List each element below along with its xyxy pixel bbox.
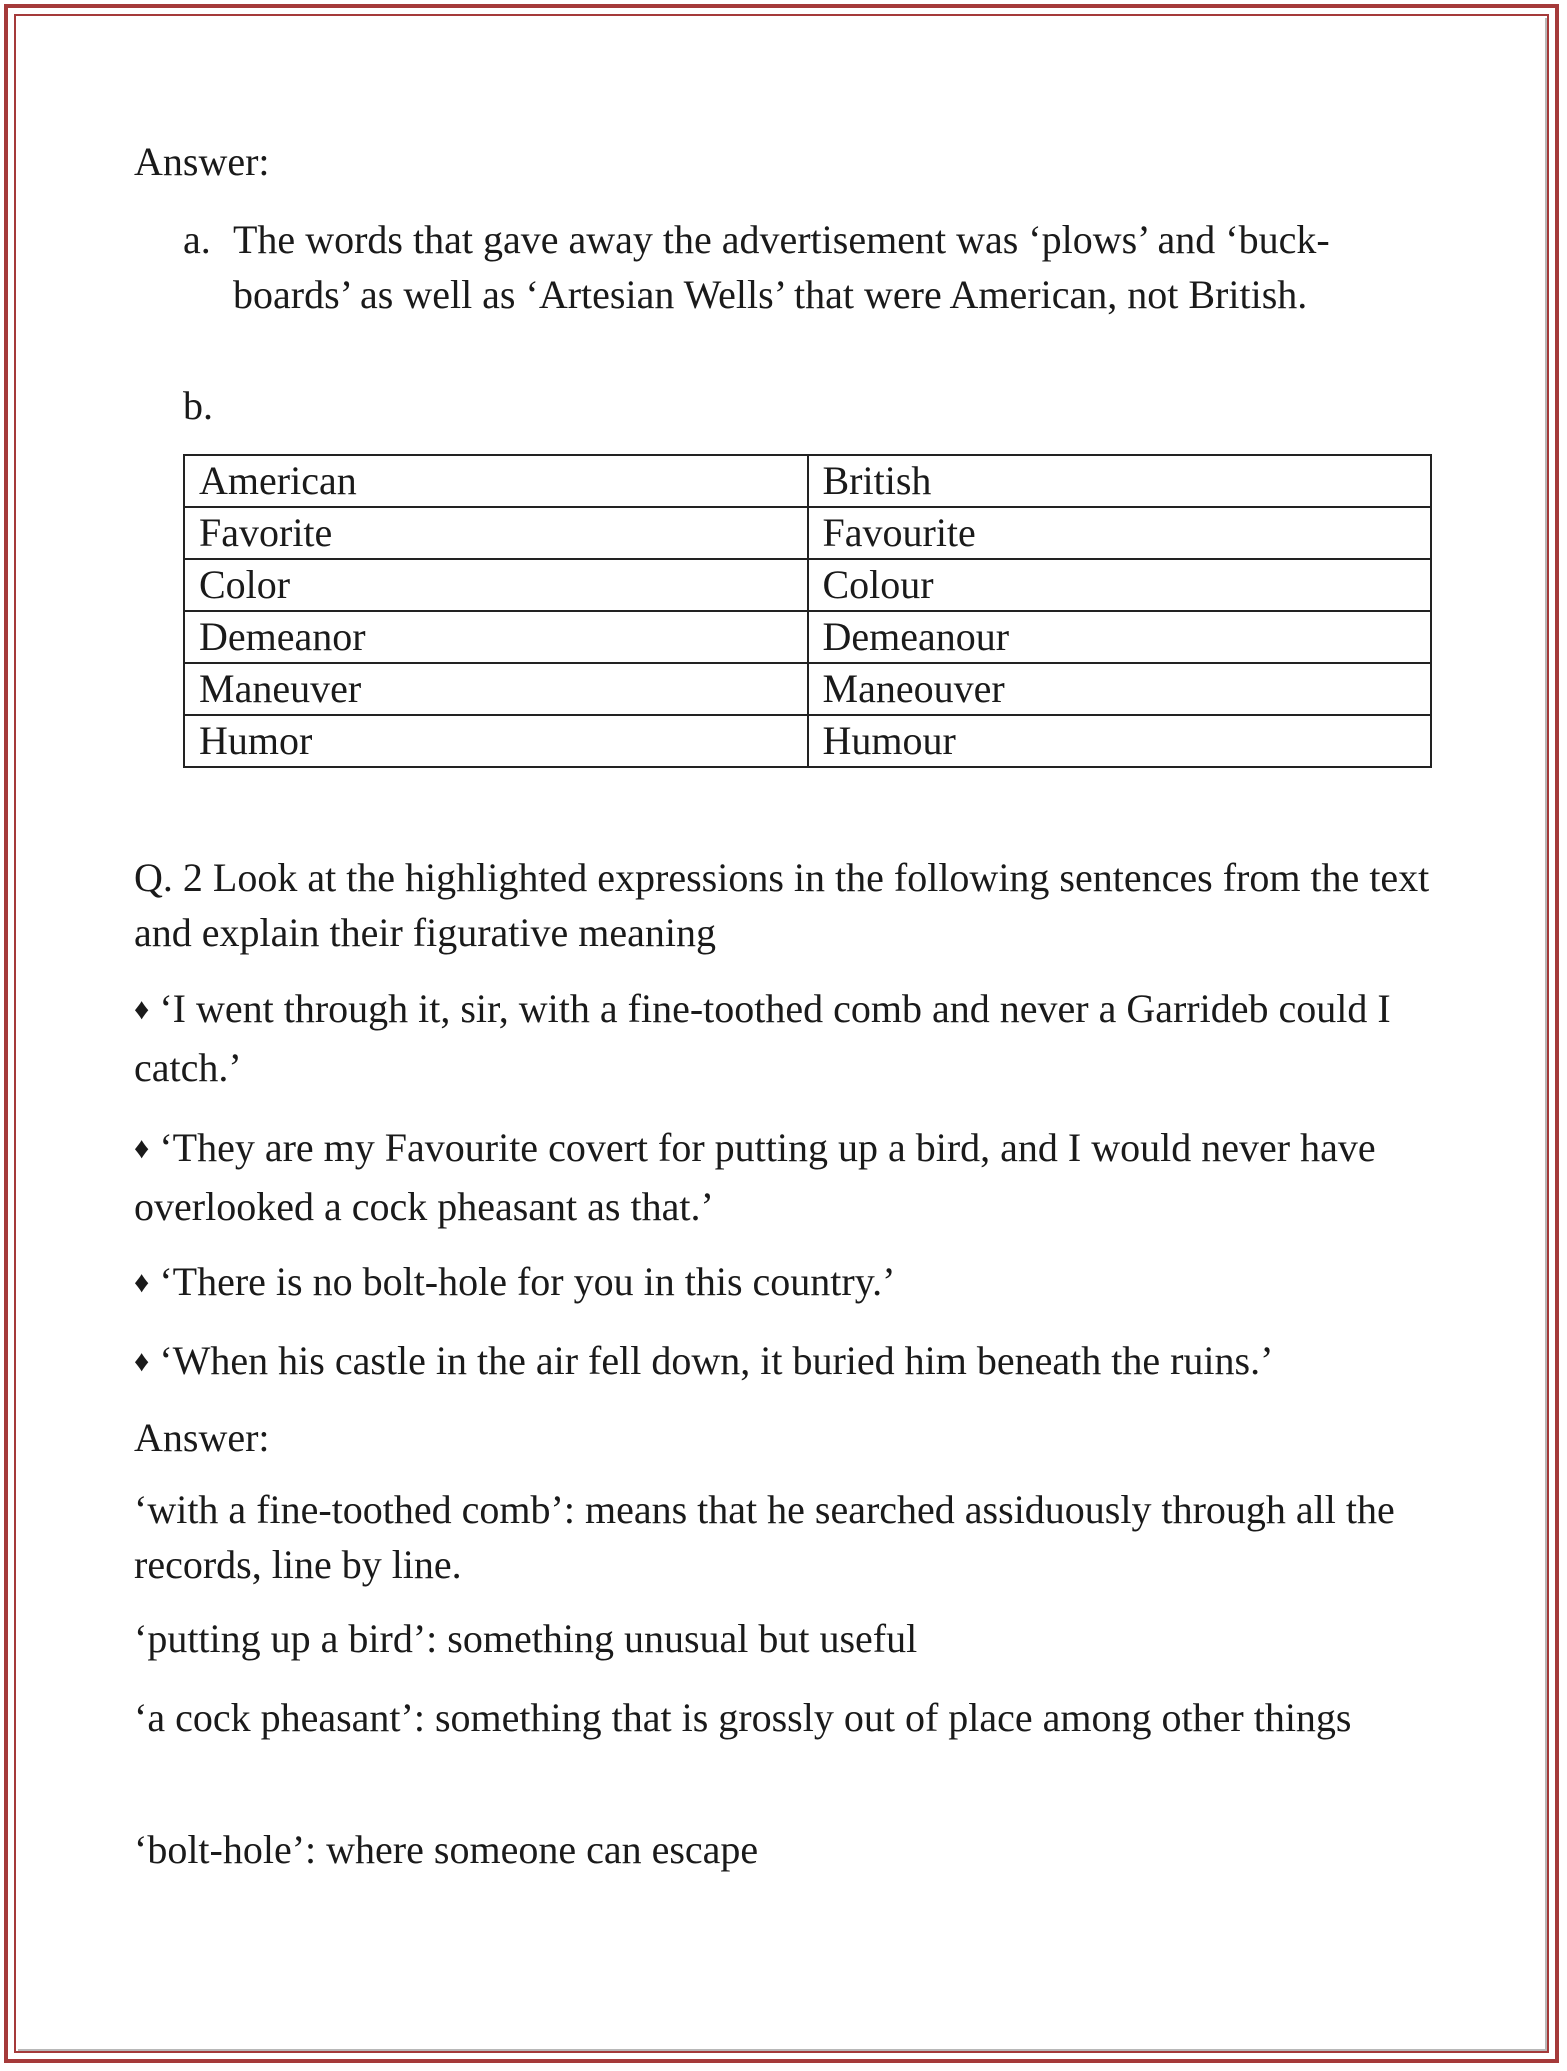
- table-cell-american: Favorite: [184, 507, 808, 559]
- question-2: Q. 2 Look at the highlighted expressions in the following sentences from the text and explain their figurative meaning: [134, 855, 1430, 955]
- part-a-text: The words that gave away the advertisement was ‘plows’ and ‘buck-boards’ as well as ‘Artesian Wells’ that were American, not British.: [233, 217, 1330, 317]
- table-cell-american: Humor: [184, 715, 808, 767]
- part-b-marker: b.: [183, 383, 213, 428]
- quote-bullet-1: [134, 981, 1434, 1095]
- table-row: [184, 559, 1431, 611]
- table-cell-british: Maneouver: [808, 663, 1432, 715]
- table-cell-british: British: [808, 455, 1432, 507]
- quote-text: ‘They are my Favourite covert for putting up a bird, and I would never have overlooked a cock pheasant as that.’: [134, 1125, 1376, 1229]
- answer-1-label: Answer:: [134, 139, 270, 184]
- table-cell-british: Demeanour: [808, 611, 1432, 663]
- table-row: [184, 507, 1431, 559]
- diamond-bullet-icon: ♦: [134, 993, 150, 1026]
- table-cell-american: Maneuver: [184, 663, 808, 715]
- table-cell-american: Demeanor: [184, 611, 808, 663]
- table-cell-american: Color: [184, 559, 808, 611]
- table-cell-british: Humour: [808, 715, 1432, 767]
- quote-bullet-4: [134, 1333, 1434, 1392]
- quote-text: ‘I went through it, sir, with a fine-toothed comb and never a Garrideb could I catch.’: [134, 986, 1391, 1090]
- part-a-marker: a.: [183, 217, 211, 262]
- answer-item-1: ‘with a fine-toothed comb’: means that he searched assiduously through all the records, line by line.: [134, 1487, 1395, 1587]
- diamond-bullet-icon: ♦: [134, 1266, 150, 1299]
- quote-bullet-3: [134, 1254, 1434, 1313]
- table-cell-british: Colour: [808, 559, 1432, 611]
- table-row: [184, 611, 1431, 663]
- table-cell-american: American: [184, 455, 808, 507]
- quote-text: ‘When his castle in the air fell down, it buried him beneath the ruins.’: [159, 1338, 1274, 1383]
- answer-2-label: Answer:: [134, 1415, 270, 1460]
- diamond-bullet-icon: ♦: [134, 1132, 150, 1165]
- quote-text: ‘There is no bolt-hole for you in this country.’: [159, 1259, 896, 1304]
- table-row: [184, 715, 1431, 767]
- table-cell-british: Favourite: [808, 507, 1432, 559]
- table-row: [184, 663, 1431, 715]
- spelling-comparison-table: [183, 454, 1432, 768]
- answer-item-4: ‘bolt-hole’: where someone can escape: [134, 1827, 759, 1872]
- quote-bullet-2: [134, 1120, 1434, 1234]
- table-row: [184, 455, 1431, 507]
- answer-item-3: ‘a cock pheasant’: something that is grossly out of place among other things: [134, 1695, 1352, 1740]
- answer-item-2: ‘putting up a bird’: something unusual but useful: [134, 1616, 918, 1661]
- diamond-bullet-icon: ♦: [134, 1345, 150, 1378]
